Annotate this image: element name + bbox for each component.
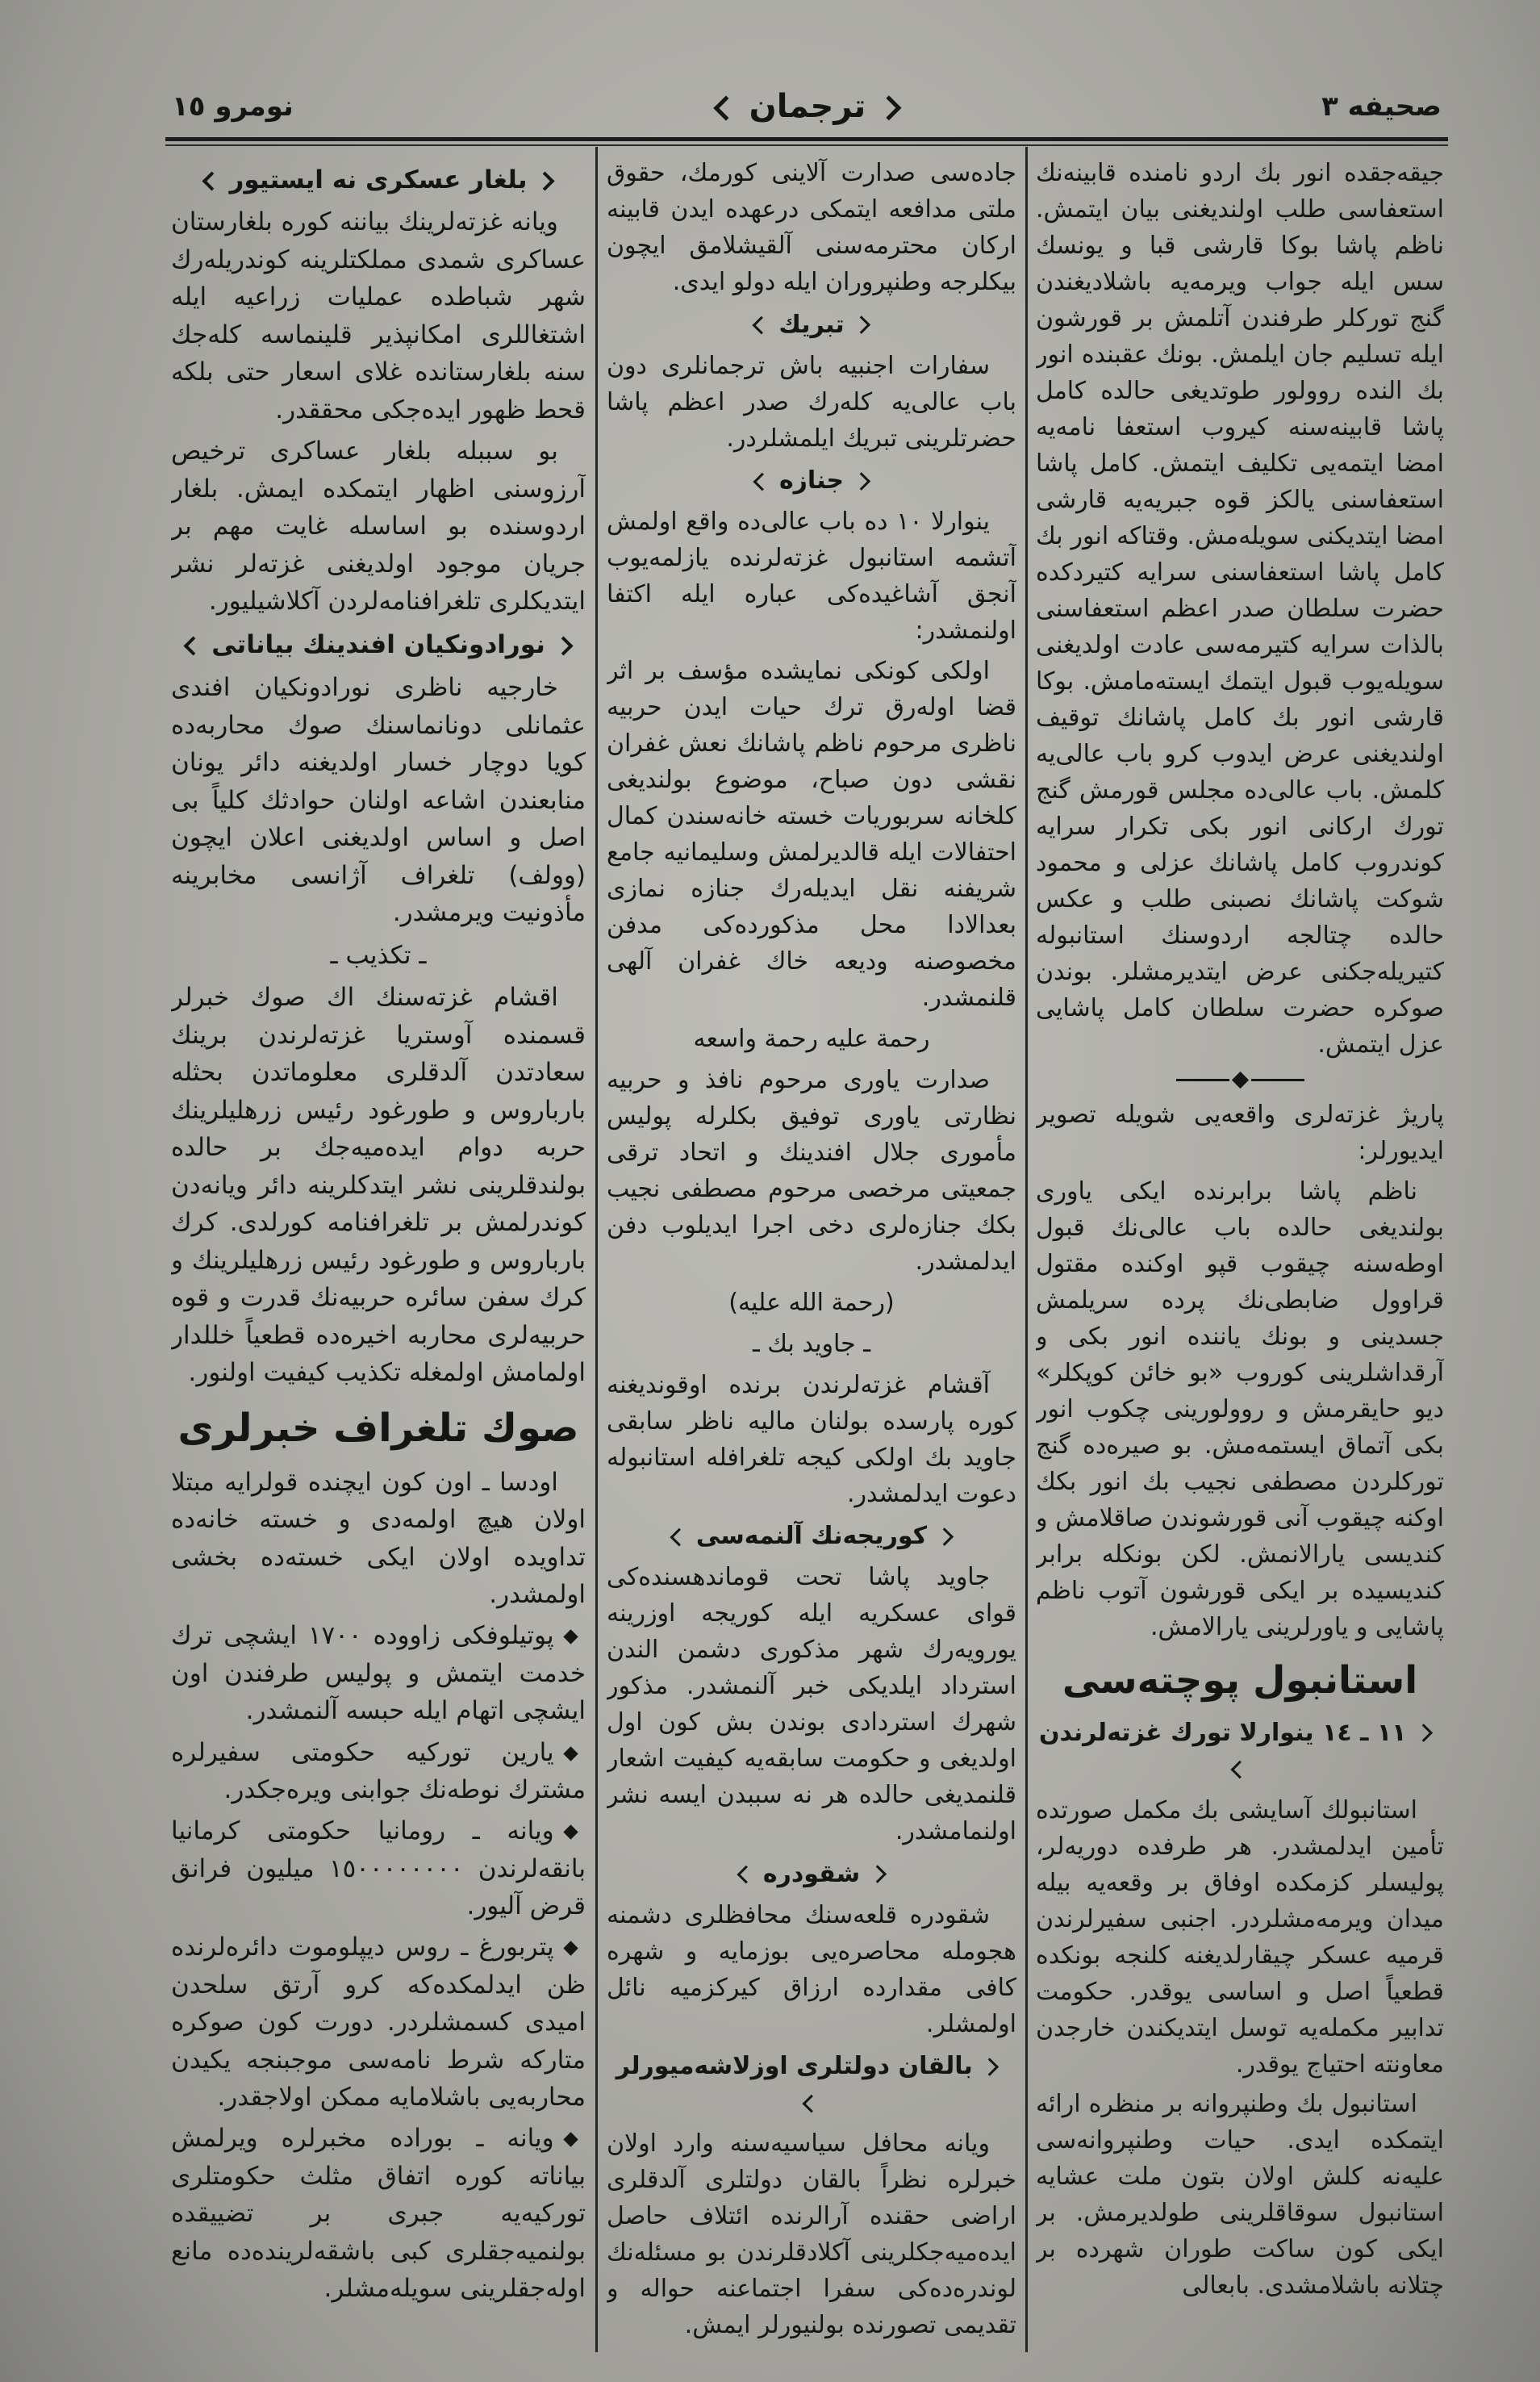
heading-javid-bey: ـ جاوید بك ـ [752,1329,871,1358]
article-paragraph: اولكی كونكی نمایشده مؤسف بر اثر قضا اوله‌رق ترك حیات ایدن حربیه ناظری مرحوم ناظم پاشانك نعش غفران نقشی دون صباح، موضوع بولندیغی كلخانه سربوریات خسته خانه‌سندن كمال احتفالات ایله قالدیرلمش وسلیمانیه جامع شریفنه نقل ایدیله‌رك جنازه نمازی بعدالادا محل مذكورده‌كی مدفن مخصوصنه ودیعه خاك غفران آلهی قلنمشدر. [607,656,1016,1012]
article-paragraph: ناظم پاشا برابرنده ایكی یاوری بولندیغی حالده باب عالی‌نك قبول اوطه‌سنه چیقوب قپو اوكنده مقتول قراوول ضابطی‌نك پرده سریلمش جسدینی و بونك یاننده انور بكی و آرقداشلرینی كوروب «بو خائن كوپكلر» دیو حایقرمش و روولورینی چكوب انور بكی آتماق ایستمه‌مش. بو صیره‌ده گنج توركلردن مصطفی نجیب بك انور بكك اوكنه چیقوب آنی قورشوندن صاقلامش و كندیسی یارالانمش. لكن بونكله برابر كندیسیده بر ایكی قورشون آتوب ناظم پاشایی و یاورلرینی یارالامش. [1036,1176,1444,1641]
news-item: اودسا ـ اون كون ایچنده قولرایه مبتلا اولان هیچ اولمه‌دی و خسته خانه‌ده تداویده اولان ایكی خسته‌ده بخشی اولمشدر. [171,1467,586,1610]
diamond-icon [1231,1071,1248,1088]
article-paragraph: صدارت یاوری مرحوم نافذ و حربیه نظارتی یاوری توفیق بكلرله پولیس مأموری جلال افندینك و اتحاد ترقی جمعیتی مرخصی مرحوم مصطفی نجیب بكك جنازه‌لری دخی اجرا ایدیلوب دفن ایدلمشدر. [607,1065,1016,1276]
news-item: پوتیلوفكی زاووده ١٧٠٠ ایشچی ترك خدمت ایتمش و پولیس طرفندن اون ایشچی اتهام ایله حبسه آلنمشدر. [171,1617,586,1730]
heading-bulgarian-army: بلغار عسكری نه ایستیور [171,161,586,199]
article-paragraph: سفارات اجنبیه باش ترجمانلری دون باب عالی‌یه كله‌رك صدر اعظم پاشا حضرتلرینی تبریك ایلمشلردر. [607,351,1016,453]
news-item: ویانه ـ بوراده مخبرلره ویرلمش بیاناته كوره اتفاق مثلث حكومتلری توركیه‌یه جبری بر تضییقده بولنمیه‌جقلری كبی باشقه‌لرینده‌ده مانع اوله‌جقلرینی سویله‌مشلر. [171,2120,586,2308]
news-item: ویانه ـ رومانیا حكومتی كرمانیا بانقه‌لرندن ١٥٠٠٠٠٠٠٠٠ میلیون فرانق قرض آلیور. [171,1812,586,1925]
heading-funeral: جنازه [607,462,1016,499]
column-divider-right [1025,147,1028,2352]
article-paragraph: ویانه محافل سیاسیه‌سنه وارد اولان خبرلره نظراً بالقان دولتلری آلدقلری اراضی حقنده آرالرنده ائتلاف حاصل ایده‌میه‌جكلرینی آكلادقلرندن بو مسئله‌نك لوندره‌ده‌كی سفرا اجتماعنه حواله و تقدیمی تصورنده بولنیورلر ایمش. [607,2129,1016,2339]
header-rule [165,137,1448,141]
section-title-istanbul-post: استانبول پوچته‌سی [1062,1658,1418,1703]
header-rule-thin [165,144,1448,146]
prayer-line: (رحمة الله علیه) [728,1288,895,1317]
article-paragraph: استانبول بك وطنپروانه بر منظره ارائه ایتمكده ایدی. حیات وطنپروانه‌سی علیه‌نه كلش اولان بتون ملت عشایه استانبول سوقاقلرینی طولدیرمش. بر ایكی كون ساكت طوران شهرده بر چتلانه باشلامشدی. بابعالی [1036,2090,1444,2300]
news-item: یارین توركیه حكومتی سفیرلره مشترك نوطه‌نك جوابنی ویره‌جكدر. [171,1734,586,1809]
article-paragraph: جاده‌سی صدارت آلاینی كورمك، حقوق ملتی مدافعه ایتمكی درعهده ایدن قابینه اركان محترمه‌سنی آلقیشلامق ایچون بیكلرجه وطنپروران ایله دولو ایدی. [607,159,1016,296]
heading-noradounghian-statement: نورادونكیان افندینك بیاناتی [171,626,586,664]
section-title-telegraph-news: صوك تلغراف خبرلری [177,1406,579,1452]
heading-denial: ـ تكذیب ـ [330,940,427,970]
news-item: پتربورغ ـ روس دیپلوموت دائره‌لرنده ظن ایدلمكده‌كه كرو آرتق سلحدن امیدی كسمشلردر. دورت كون صوكره متاركه شرط نامه‌سی موجبنجه یكیدن محاربه‌یی باشلامایه ممكن اولاجقدر. [171,1929,586,2117]
heading-congratulation: تبریك [607,307,1016,343]
separator-line [1176,1079,1229,1081]
column-left [171,155,586,2346]
section-separator [1036,1074,1444,1086]
heading-korce: كوریجه‌نك آلنمه‌سی [607,1518,1016,1554]
article-paragraph: شقودره قلعه‌سنك محافظلری دشمنه هجومله محاصره‌یی بوزمایه و شهره كافی مقدارده ارزاق كیركزمیه نائل اولمشلر. [607,1900,1016,2038]
heading-balkan-states: بالقان دولتلری اوزلاشه‌میورلر [607,2048,1016,2121]
article-paragraph: پاریژ غزته‌لری واقعه‌یی شویله تصویر ایدیورلر: [1036,1101,1444,1165]
article-paragraph: بو سببله بلغار عساكری ترخیص آرزوسنی اظهار ایتمكده ایمش. بلغار اردوسنده بو اساسله غایت مهم بر جریان موجود اولدیغنی غزته‌لر نشر ایتدیكلری تلغرافنامه‌لردن آكلاشیلیور. [171,437,586,616]
article-paragraph: خارجیه ناظری نورادونكیان افندی عثمانلی دونانماسنك صوك محاربه‌ده كویا دوچار خسار اولدیغنه دائر یونان منابعندن اشاعه اولنان حوادثك كلیاً بی اصل و اساس اولدیغنی اعلان ایچون (وولف) تلغراف آژانسی مخابرینه مأذونیت ویرمشدر. [171,673,586,928]
masthead-title: ترجمان [703,88,912,125]
article-paragraph: جیقه‌جقده انور بك اردو نامنده قابینه‌نك استعفاسی طلب اولندیغنی بیان ایتمش. ناظم پاشا بوكا قارشی قبا و یونسك سس ایله جواب ویرمه‌یه باشلادیغندن گنج توركلر طرفندن آتلمش بر قورشون ایله تسلیم جان ایلمش. بونك عقبنده انور بك النده روولور طوتدیغی حالده كامل پاشا قابینه‌سنه كیروب استعفا نامه‌یه امضا ایتمه‌یی تكلیف ایتمش. كامل پاشا استعفاسنی یالكز قوه جبریه‌یه قارشی امضا ایتدیكنی سویله‌مش. وقتاكه انور بك كامل پاشا استعفاسنی سرایه كتیردكده حضرت سلطان صدر اعظم استعفاسنی بالذات سرایه كتیرمه‌سی عادت اولدیغنی سویله‌یوب قبول ایتمك ایسته‌مامش. بوكا قارشی انور بك كامل پاشانك توقیف اولندیغنی عرض ایدوب كرو باب عالی‌یه كلمش. باب عالی‌ده مجلس قورمش گنج تورك اركانی انور بكی تكرار سرایه كوندروب كامل پاشانك عزلی و محمود شوكت پاشانك نصبنی طلب و عكس حالده چتالجه اردوسنك استانبوله كتیریله‌جكنی عرض ایتدیرمشلر. بوندن صوكره حضرت سلطان كامل پاشایی عزل ایتمش. [1036,159,1444,1059]
issue-number: نومرو ١٥ [172,90,294,123]
column-divider-left [595,147,598,2352]
separator-line [1251,1079,1304,1081]
prayer-line: رحمة علیه رحمة واسعه [693,1024,930,1053]
column-right [1036,155,1444,2346]
article-paragraph: اقشام غزته‌سنك اك صوك خبرلر قسمنده آوستریا غزته‌لرندن برینك سعادتدن آلدقلری معلوماتدن بحثله بارباروس و طورغود رئیس زرهلیلرینك حربه دوام ایده‌میه‌جك بر حالده بولندقلرینی نشر ایتدكلرینه دائر ویانه‌دن كوندرلمش بر تلغرافنامه كورلدی. كرك بارباروس و طورغود رئیس زرهلیلرینك و كرك سفن سائره حربیه‌نك قدرت و قوه حربیه‌لری محاربه اخیره‌ده قطعیاً خللدار اولمامش اولمغله تكذیب كیفیت اولنور. [171,983,586,1388]
section-subtitle: ١١ ـ ١٤ ینوارلا تورك غزته‌لرندن [1036,1715,1444,1787]
heading-shkoder: شقودره [607,1856,1016,1892]
article-paragraph: استانبولك آسایشی بك مكمل صورتده تأمین ایدلمشدر. هر طرفده دوریه‌لر، پولیسلر كزمكده اوفاق بر وقعه‌یه بیله میدان ویرمه‌مشلردر. اجنبی سفیرلرندن قرمیه عسكر چیقارلدیغنه كلنجه بونكده قطعیاً اصل و اساسی یوقدر. حكومت تدابیر مكمله‌یه توسل ایتدیكندن خارجدن معاونته احتیاج یوقدر. [1036,1795,1444,2079]
article-paragraph: جاوید پاشا تحت قوماندهسنده‌كی قوای عسكریه ایله كوریجه اوزرینه یورویه‌رك شهر مذكوری دشمن الندن استرداد ایلدیكی خبر آلنمشدر. مذكور شهرك استردادی بوندن بش كون اول اولدیغی و حكومت سابقه‌یه كیفیت اشعار قلنمدیغی حالده هر نه سببدن ایسه نشر اولنمامشدر. [607,1563,1016,1845]
column-middle [607,155,1016,2346]
article-paragraph: آقشام غزته‌لرندن برنده اوقوندیغنه كوره پارسده بولنان مالیه ناظر سابقی جاوید بك اولكی كیجه تلغرافله استانبوله دعوت ایدلمشدر. [607,1370,1016,1508]
article-paragraph: ویانه غزته‌لرینك بیاننه كوره بلغارستان عساكری شمدی مملكتلرینه كوندریله‌رك شهر شباطده عملیات زراعیه ایله اشتغاللری امكانپذیر قلینماسه كله‌جك سنه بلغارستانده غلای اسعار حتی بلكه قحط ظهور ایده‌جكی محققدر. [171,207,586,424]
page-number: صحیفه ٣ [1321,90,1442,123]
page-header [165,77,1448,136]
article-paragraph: ینوارلا ١٠ ده باب عالی‌ده واقع اولمش آتشمه استانبول غزته‌لرنده یازلمه‌یوب آنجق آشاغیده‌كی عباره ایله اكتفا اولنمشدر: [607,508,1016,645]
